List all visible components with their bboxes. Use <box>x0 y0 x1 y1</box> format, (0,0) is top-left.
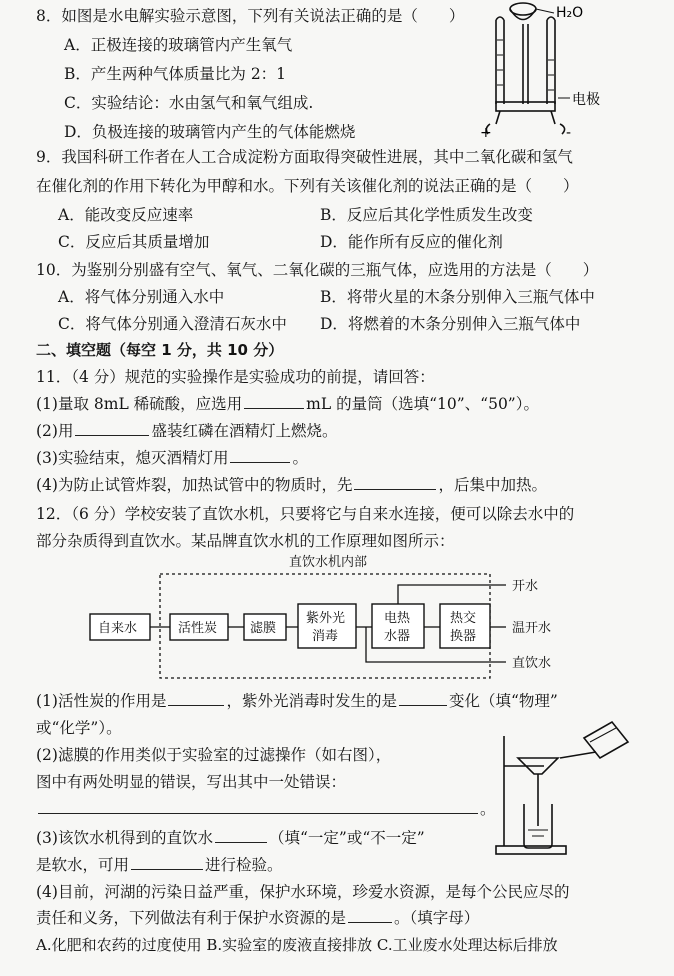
minus-sign: - <box>566 125 572 141</box>
q12-blank-3[interactable] <box>38 799 478 814</box>
q11-p1-text-a: (1)量取 8mL 稀硫酸，应选用 <box>36 395 243 413</box>
q12-p3-text-a: (3)该饮水机得到的直饮水 <box>36 829 213 847</box>
q12-p4-text-a: (4)目前，河湖的污染日益严重，保护水环境，珍爱水资源，是每个公民应尽的 <box>36 883 570 901</box>
q11-p1-text-b: mL 的量筒（选填“10”、“50”）。 <box>306 395 539 413</box>
q12-p1-text-c: 变化（填“物理” <box>448 692 558 710</box>
box-activated-carbon-label: 活性炭 <box>178 621 218 636</box>
q9-option-a[interactable]: A．能改变反应速率 <box>58 206 194 224</box>
q11-stem: 11．（4 分）规范的实验操作是实验成功的前提，请回答： <box>36 368 435 386</box>
q11-part-1 <box>36 393 539 415</box>
box-exchanger-label-2: 换器 <box>450 629 477 644</box>
q12-blank-4[interactable] <box>215 828 267 843</box>
q12-part-4 <box>36 907 479 929</box>
q12-blank-2[interactable] <box>399 691 447 706</box>
water-dispenser-flow-diagram <box>80 550 600 680</box>
box-filter-membrane-label: 滤膜 <box>250 621 277 636</box>
q11-part-4 <box>36 474 547 496</box>
q12-p2-text-c: 。 <box>480 800 496 818</box>
q12-p2-text-b: 图中有两处明显的错误，写出其中一处错误： <box>36 773 347 791</box>
q12-blank-6[interactable] <box>348 908 392 923</box>
q10-stem: 10．为鉴别分别盛有空气、氧气、二氧化碳的三瓶气体，应选用的方法是（ ） <box>36 261 599 279</box>
q12-p3-text-b: （填“一定”或“不一定” <box>268 829 425 847</box>
box-tap-water-label: 自来水 <box>98 621 138 636</box>
q12-p4-text-b: 责任和义务，下列做法有利于保护水资源的是 <box>36 909 347 927</box>
q12-p1-text-d: 或“化学”）。 <box>36 719 122 737</box>
q12-p2-text-a: (2)滤膜的作用类似于实验室的过滤操作（如右图）， <box>36 746 392 764</box>
q11-p3-text-a: (3)实验结束，熄灭酒精灯用 <box>36 449 229 467</box>
q10-option-d[interactable]: D．将燃着的木条分别伸入三瓶气体中 <box>320 315 581 333</box>
q11-p2-text-a: (2)用 <box>36 422 74 440</box>
output-drinking-water: 直饮水 <box>512 656 552 671</box>
plus-sign: + <box>480 125 492 141</box>
q8-option-d[interactable]: D．负极连接的玻璃管内产生的气体能燃烧 <box>64 123 356 141</box>
q12-p1-text-a: (1)活性炭的作用是 <box>36 692 167 710</box>
q11-p4-text-b: ，后集中加热。 <box>438 476 547 494</box>
q12-stem-line-1: 12．（6 分）学校安装了直饮水机，只要将它与自来水连接，便可以除去水中的 <box>36 505 575 523</box>
q8-option-b[interactable]: B．产生两种气体质量比为 2：1 <box>64 65 287 83</box>
filtration-apparatus-figure <box>488 718 638 858</box>
q12-stem-line-2: 部分杂质得到直饮水。某品牌直饮水机的工作原理如图所示： <box>36 532 455 550</box>
q12-part-2-answer <box>36 798 496 820</box>
output-warm-water: 温开水 <box>512 621 552 636</box>
q12-p3-text-d: 进行检验。 <box>205 856 283 874</box>
box-uv-label-2: 消毒 <box>312 629 339 644</box>
q9-option-c[interactable]: C．反应后其质量增加 <box>58 233 210 251</box>
q12-p3-text-c: 是软水，可用 <box>36 856 130 874</box>
q9-option-d[interactable]: D．能作所有反应的催化剂 <box>320 233 503 251</box>
electrolysis-apparatus-figure <box>474 0 674 145</box>
q11-blank-1[interactable] <box>244 394 304 409</box>
q9-stem-line-1: 9．我国科研工作者在人工合成淀粉方面取得突破性进展，其中二氧化碳和氢气 <box>36 148 573 166</box>
q10-option-c[interactable]: C．将气体分别通入澄清石灰水中 <box>58 315 287 333</box>
h2o-label: H₂O <box>556 5 584 21</box>
q10-option-a[interactable]: A．将气体分别通入水中 <box>58 288 225 306</box>
q11-part-3 <box>36 447 308 469</box>
box-heater-label-2: 水器 <box>384 629 411 644</box>
q12-part-1 <box>36 690 558 712</box>
section-title-fill-in: 二、填空题（每空 1 分，共 10 分） <box>36 341 284 359</box>
q9-option-b[interactable]: B．反应后其化学性质发生改变 <box>320 206 533 224</box>
q11-p3-text-b: 。 <box>292 449 308 467</box>
q8-option-c[interactable]: C．实验结论：水由氢气和氧气组成. <box>64 94 314 112</box>
q8-stem: 8．如图是水电解实验示意图，下列有关说法正确的是（ ） <box>36 7 465 25</box>
box-heater-label-1: 电热 <box>384 611 411 626</box>
electrode-label: 电极 <box>572 92 600 108</box>
q12-part-3 <box>36 827 425 849</box>
q12-blank-5[interactable] <box>131 855 203 870</box>
q11-part-2 <box>36 420 337 442</box>
q8-option-a[interactable]: A．正极连接的玻璃管内产生氧气 <box>64 36 293 54</box>
q11-p4-text-a: (4)为防止试管炸裂，加热试管中的物质时，先 <box>36 476 353 494</box>
q9-stem-line-2: 在催化剂的作用下转化为甲醇和水。下列有关该催化剂的说法正确的是（ ） <box>36 177 579 195</box>
q12-p4-text-c: 。（填字母） <box>394 909 480 927</box>
q12-part-3-cont <box>36 854 283 876</box>
q12-blank-1[interactable] <box>168 691 224 706</box>
q12-p4-options: A.化肥和农药的过度使用 B.实验室的废液直接排放 C.工业废水处理达标后排放 <box>36 936 558 954</box>
q11-blank-3[interactable] <box>230 448 290 463</box>
box-exchanger-label-1: 热交 <box>450 611 477 626</box>
q11-p2-text-b: 盛装红磷在酒精灯上燃烧。 <box>151 422 338 440</box>
box-uv-label-1: 紫外光 <box>306 611 346 626</box>
q12-p1-text-b: ，紫外光消毒时发生的是 <box>226 692 397 710</box>
q11-blank-2[interactable] <box>75 421 149 436</box>
output-boiling-water: 开水 <box>512 579 539 594</box>
q11-blank-4[interactable] <box>354 475 436 490</box>
flow-title: 直饮水机内部 <box>289 555 368 570</box>
q10-option-b[interactable]: B．将带火星的木条分别伸入三瓶气体中 <box>320 288 595 306</box>
